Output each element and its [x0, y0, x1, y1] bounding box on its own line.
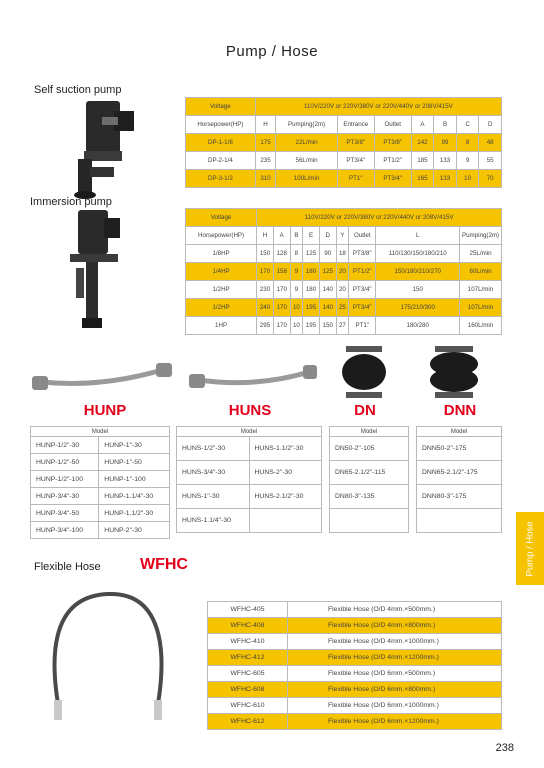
- dn-joint-image: [340, 344, 388, 400]
- voltage-label: Voltage: [186, 98, 256, 116]
- table-row: DN65-2.1/2"-115: [330, 461, 409, 485]
- table-row: HUNS-3/4"-30 HUNS-2"-30: [177, 461, 322, 485]
- dn-model-table: [329, 426, 409, 533]
- table-row: WFHC-610 Flexible Hose (O/D 6mm.×1000mm.): [208, 698, 502, 714]
- flexible-hose-image: [38, 582, 178, 732]
- table-row: DNN65-2.1/2"-175: [417, 461, 502, 485]
- side-tab-label: Pump / Hose: [524, 521, 536, 576]
- table-row: Horsepower(HP) H Pumping(2m) Entrance Outlet A B C D: [186, 116, 502, 134]
- huns-brand: HUNS: [228, 402, 272, 419]
- table-row: WFHC-612 Flexible Hose (O/D 6mm.×1200mm.): [208, 714, 502, 730]
- table-row: HUNS-1/2"-30 HUNS-1.1/2"-30: [177, 437, 322, 461]
- table-row: DP-3-1/2 310 100L/min PT1" PT3/4" 165 133 10 70: [186, 170, 502, 188]
- voltage-value: 110V/220V or 220V/380V or 220V/440V or 208V/415V: [255, 98, 501, 116]
- table-row: WFHC-410 Flexible Hose (O/D 4mm.×1000mm.): [208, 634, 502, 650]
- table-row: Horsepower(HP) H A B E D Y Outlet L Pumping(2m): [186, 227, 502, 245]
- hunp-model-table: [30, 426, 170, 539]
- table-row: WFHC-412 Flexible Hose (O/D 4mm.×1200mm.): [208, 650, 502, 666]
- flexible-hose-title: Flexible Hose: [34, 561, 101, 573]
- immersion-spec-table: [185, 208, 502, 335]
- table-row: DNN80-3"-175: [417, 485, 502, 509]
- table-row: HUNP-3/4"-100 HUNP-2"-30: [31, 522, 170, 539]
- table-row: WFHC-408 Flexible Hose (O/D 4mm.×800mm.): [208, 618, 502, 634]
- table-row: 1/2HP 240 170 10 195 140 25 PT3/4" 175/210/300 107L/min: [186, 299, 502, 317]
- table-row: DNN50-2"-175: [417, 437, 502, 461]
- table-row: 1/4HP 170 158 9 180 125 20 PT1/2" 150/180/210/270 60L/min: [186, 263, 502, 281]
- table-row: HUNP-1/2"-100 HUNP-1"-100: [31, 471, 170, 488]
- self-suction-title: Self suction pump: [34, 84, 122, 96]
- table-row: DN50-2"-105: [330, 437, 409, 461]
- voltage-value: 110V/220V or 220V/380V or 220V/440V or 208V/415V: [257, 209, 502, 227]
- table-row: DP-2-1/4 235 56L/min PT3/4" PT1/2" 185 133 9 55: [186, 152, 502, 170]
- side-tab: [516, 512, 544, 585]
- dnn-model-table: [416, 426, 502, 533]
- table-row: [417, 509, 502, 533]
- wfhc-table: [207, 601, 502, 730]
- table-row: HUNP-1/2"-30 HUNP-1"-30: [31, 437, 170, 454]
- page-title: Pump / Hose: [225, 43, 319, 60]
- table-row: 1/8HP 150 128 8 125 90 18 PT3/8" 110/130/150/180/210 25L/min: [186, 245, 502, 263]
- voltage-label: Voltage: [186, 209, 257, 227]
- huns-model-table: [176, 426, 322, 533]
- table-row: WFHC-605 Flexible Hose (O/D 6mm.×500mm.): [208, 666, 502, 682]
- table-row: 1HP 295 170 10 195 150 27 PT1" 180/280 160L/min: [186, 317, 502, 335]
- immersion-pump-image: [62, 208, 132, 332]
- table-row: HUNP-3/4"-50 HUNP-1.1/2"-30: [31, 505, 170, 522]
- immersion-title: Immersion pump: [30, 196, 112, 208]
- huns-hose-image: [185, 358, 320, 396]
- model-header: Model: [31, 427, 170, 437]
- dnn-brand: DNN: [443, 402, 477, 419]
- model-header: Model: [330, 427, 409, 437]
- table-row: HUNS-1.1/4"-30: [177, 509, 322, 533]
- table-row: HUNP-3/4"-30 HUNP-1.1/4"-30: [31, 488, 170, 505]
- model-header: Model: [417, 427, 502, 437]
- hunp-brand: HUNP: [83, 402, 127, 419]
- table-row: DN80-3"-135: [330, 485, 409, 509]
- table-row: DP-1-1/8 175 22L/min PT3/8" PT3/8" 142 99 8 48: [186, 134, 502, 152]
- self-suction-spec-table: [185, 97, 502, 188]
- table-row: HUNS-1"-30 HUNS-2.1/2"-30: [177, 485, 322, 509]
- dn-brand: DN: [354, 402, 376, 419]
- hunp-hose-image: [30, 358, 175, 396]
- page-number: 238: [495, 742, 514, 754]
- table-row: WFHC-608 Flexible Hose (O/D 6mm.×800mm.): [208, 682, 502, 698]
- self-suction-pump-image: [60, 97, 140, 203]
- table-row: WFHC-405 Flexible Hose (O/D 4mm.×500mm.): [208, 602, 502, 618]
- wfhc-brand: WFHC: [140, 556, 188, 573]
- model-header: Model: [177, 427, 322, 437]
- table-row: 1/2HP 230 170 9 180 140 20 PT3/4" 150 107L/min: [186, 281, 502, 299]
- dnn-joint-image: [427, 344, 481, 400]
- table-row: [330, 509, 409, 533]
- table-row: HUNP-1/2"-50 HUNP-1"-50: [31, 454, 170, 471]
